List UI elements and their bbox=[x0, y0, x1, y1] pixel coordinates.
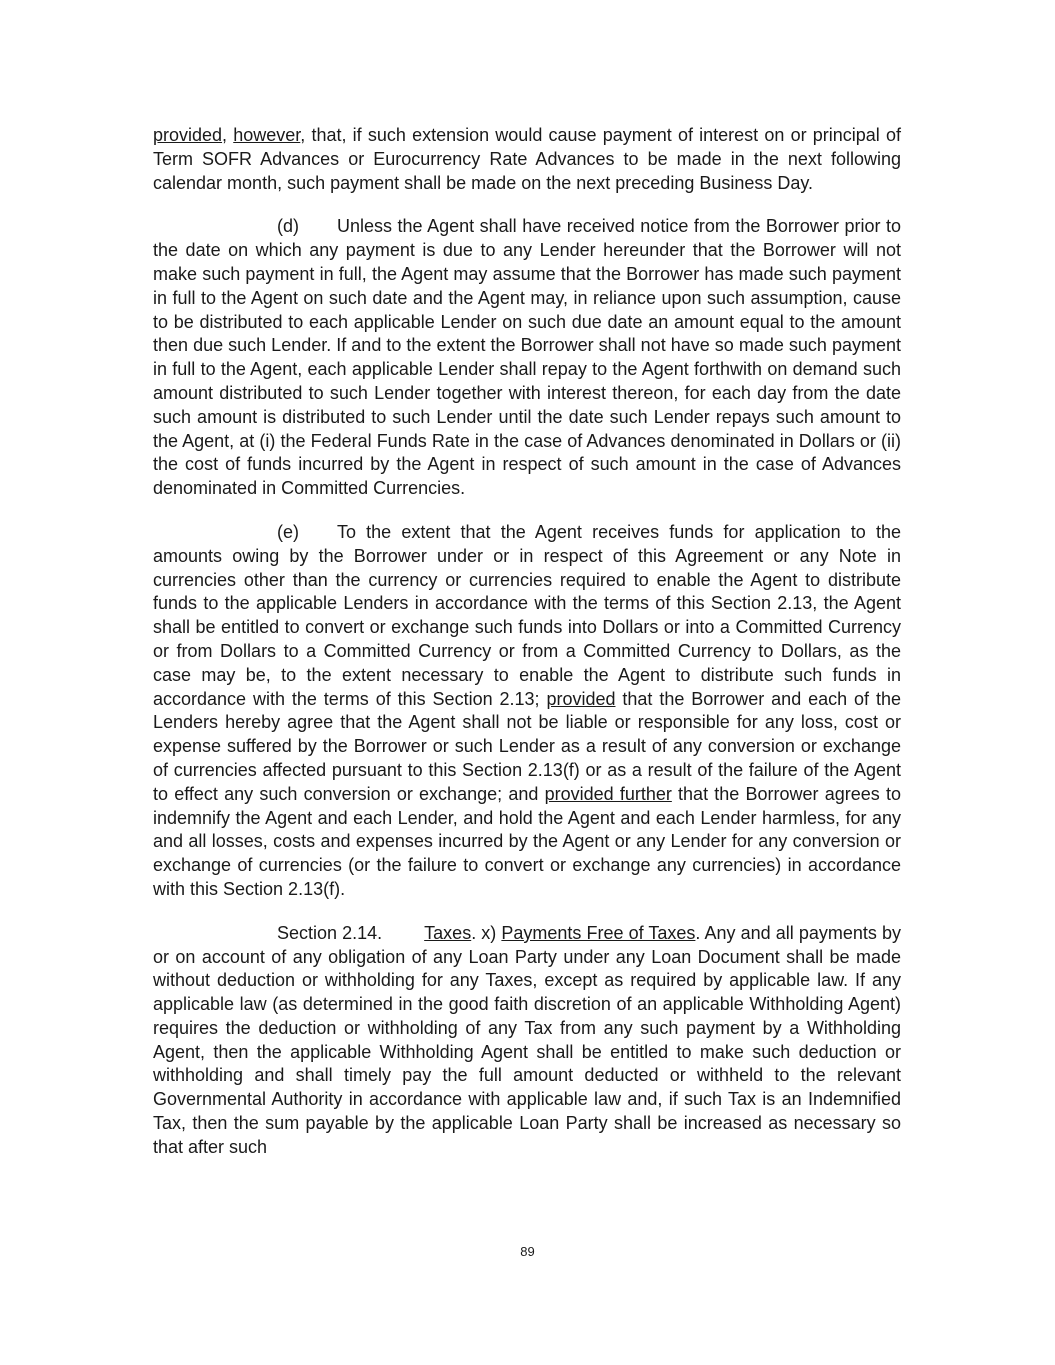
paragraph-e-text-3: that the Borrower agrees to indemnify the Agent and each Lender, and hold the Agent and each Lender harmless, for any and all losses, costs and expenses incurred by the Agent or any Lender for any conversion or exchange of currencies (or the failure to convert or exchange any currencies) in accordance with this Section 2.13(f). bbox=[153, 783, 901, 899]
provided-term: provided bbox=[153, 125, 223, 145]
paragraph-continuation bbox=[153, 124, 901, 195]
paragraph-d-text: Unless the Agent shall have received notice from the Borrower prior to the date on which any payment is due to any Lender hereunder that the Borrower will not make such payment in full, the Agent may assume that the Borrower has made such payment in full to the Agent on such date and the Agent may, in reliance upon such assumption, cause to be distributed to each applicable Lender on such due date an amount equal to the amount then due such Lender. If and to the extent the Borrower shall not have so made such payment in full to the Agent, each applicable Lender shall repay to the Agent forthwith on demand such amount distributed to such Lender together with interest thereon, for each day from the date such amount is distributed to such Lender until the date such Lender repays such amount to the Agent, at (i) the Federal Funds Rate in the case of Advances denominated in Dollars or (ii) the cost of funds incurred by the Agent in respect of such amount in the case of Advances denominated in Committed Currencies. bbox=[153, 216, 901, 499]
document-page bbox=[153, 124, 901, 1180]
provided-further-term: provided further bbox=[544, 783, 672, 804]
paragraph-e bbox=[153, 521, 901, 902]
page-number: 89 bbox=[520, 1244, 535, 1259]
section-2-14 bbox=[153, 922, 901, 1160]
paragraph-e-text-2: that the Borrower and each of the Lenders hereby agree that the Agent shall not be liable or responsible for any loss, cost or expense suffered by the Borrower or such Lender as a result of any conversion or exchange of currencies affected pursuant to this Section 2.13(f) or as a result of the failure of the Agent to effect any such conversion or exchange; and bbox=[153, 688, 901, 804]
section-subtitle: Payments Free of Taxes bbox=[501, 922, 696, 943]
however-term: however bbox=[233, 125, 301, 145]
section-title-suffix: . x) bbox=[471, 922, 502, 943]
paragraph-e-text-1: To the extent that the Agent receives funds for application to the amounts owing by the Borrower under or in respect of this Agreement or any Note in currencies other than the currency or currencies required to enable the Agent to distribute funds to the applicable Lenders in accordance with the terms of this Section 2.13, the Agent shall be entitled to convert or exchange such funds into Dollars or into a Committed Currency or from Dollars to a Committed Currency or from a Committed Currency to Dollars, as the case may be, to the extent necessary to enable the Agent to distribute such funds in accordance with the terms of this Section 2.13; bbox=[153, 521, 901, 709]
section-title: Taxes bbox=[424, 922, 472, 943]
comma: , bbox=[222, 125, 234, 145]
section-text: . Any and all payments by or on account of any obligation of any Loan Party under any Loan Document shall be made without deduction or withholding for any Taxes, except as required by applicable law. If any applicable law (as determined in the good faith discretion of an applicable Withholding Agent) requires the deduction or withholding of any Tax from any such payment by a Withholding Agent, then the applicable Withholding Agent shall be entitled to make such deduction or withholding and shall timely pay the full amount deducted or withheld to the relevant Governmental Authority in accordance with applicable law and, if such Tax is an Indemnified Tax, then the sum payable by the applicable Loan Party shall be increased as necessary so that after such bbox=[153, 922, 901, 1157]
paragraph-d bbox=[153, 215, 901, 501]
paragraph-d-label: (d) bbox=[277, 216, 299, 237]
paragraph-continuation-text: , that, if such extension would cause payment of interest on or principal of Term SOFR Advances or Eurocurrency Rate Advances to be made in the next following calendar month, such payment shall be made on the next preceding Business Day. bbox=[153, 125, 901, 193]
section-label: Section 2.14. bbox=[277, 922, 383, 943]
provided-term: provided bbox=[546, 688, 616, 709]
paragraph-e-label: (e) bbox=[277, 521, 299, 542]
